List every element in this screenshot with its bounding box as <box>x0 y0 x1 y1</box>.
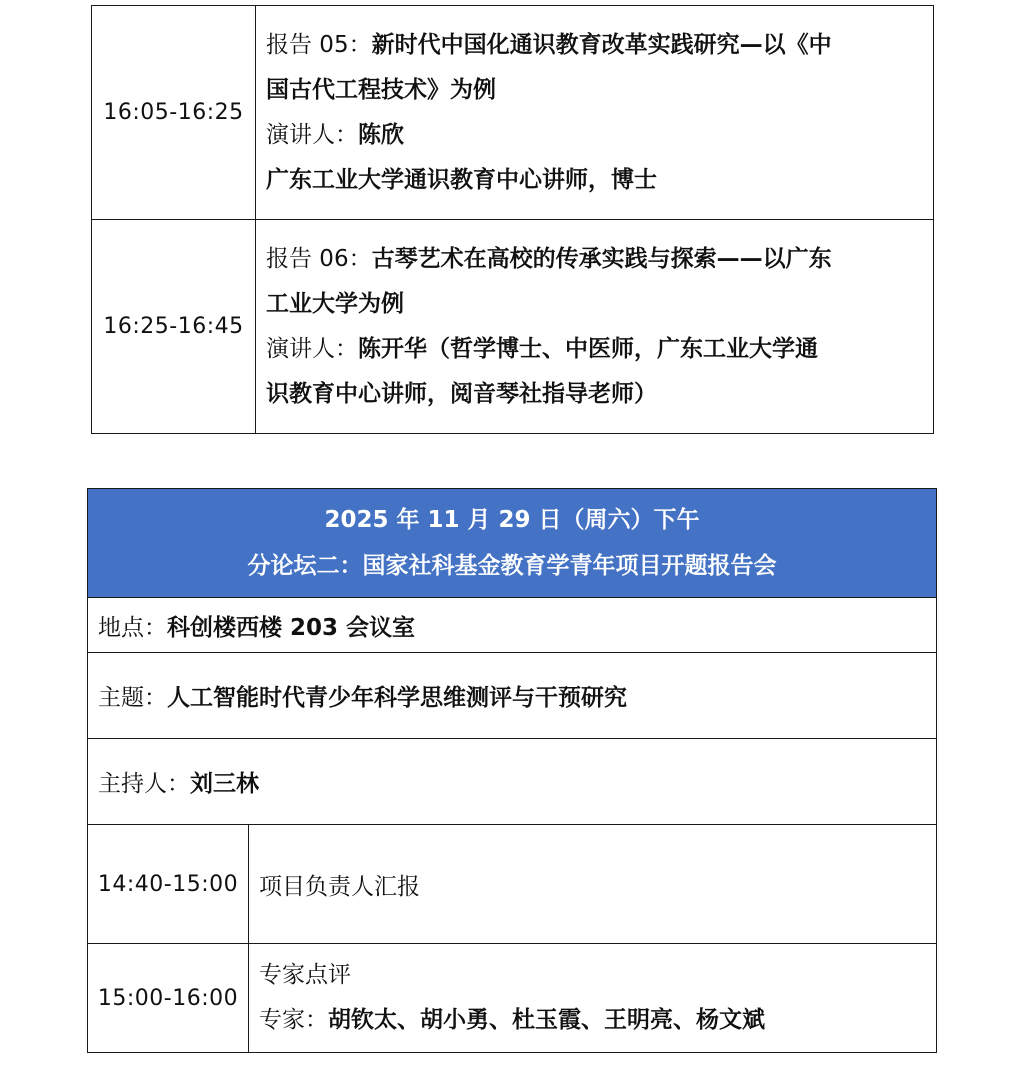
report-title-cont: 国古代工程技术》为例 <box>266 76 496 103</box>
report-title-line <box>266 23 933 68</box>
time-cell: 16:05-16:25 <box>92 6 256 220</box>
speaker-line <box>266 327 933 372</box>
theme-value: 人工智能时代青少年科学思维测评与干预研究 <box>167 685 627 711</box>
forum-header <box>88 489 937 598</box>
table-row <box>88 944 937 1053</box>
forum-title: 分论坛二：国家社科基金教育学青年项目开题报告会 <box>247 553 777 579</box>
time-cell: 15:00-16:00 <box>88 944 249 1053</box>
report-title: 古琴艺术在高校的传承实践与探索——以广东 <box>371 245 832 272</box>
speaker-label: 演讲人： <box>266 335 358 362</box>
report-title-cont: 工业大学为例 <box>266 290 404 317</box>
report-label: 报告 06： <box>266 245 372 272</box>
location-label: 地点： <box>98 614 167 641</box>
table-row <box>88 598 937 653</box>
report-title: 新时代中国化通识教育改革实践研究—以《中 <box>371 31 832 58</box>
table-row <box>88 825 937 944</box>
speaker-name: 陈欣 <box>358 121 404 148</box>
forum-header-row <box>88 489 937 598</box>
host-value: 刘三林 <box>190 771 259 797</box>
theme-cell <box>88 653 937 739</box>
speaker-label: 演讲人： <box>266 121 358 148</box>
experts-value: 胡钦太、胡小勇、杜玉霞、王明亮、杨文斌 <box>328 1007 765 1033</box>
host-cell <box>88 739 937 825</box>
report-label: 报告 05： <box>266 31 372 58</box>
report-cell <box>256 220 934 434</box>
item-cell: 项目负责人汇报 <box>249 825 937 944</box>
time-cell: 14:40-15:00 <box>88 825 249 944</box>
report-cell <box>256 6 934 220</box>
time-cell: 16:25-16:45 <box>92 220 256 434</box>
experts-label: 专家： <box>259 1007 328 1033</box>
speaker-affiliation: 广东工业大学通识教育中心讲师，博士 <box>266 166 657 193</box>
speaker-line <box>266 113 933 158</box>
host-label: 主持人： <box>98 771 190 797</box>
table-row <box>88 653 937 739</box>
experts-line <box>259 998 936 1043</box>
speaker-affiliation: 识教育中心讲师，阅音琴社指导老师） <box>266 380 657 407</box>
report-title-line <box>266 237 933 282</box>
location-value: 科创楼西楼 203 会议室 <box>167 614 416 641</box>
location-cell <box>88 598 937 653</box>
item-cell <box>249 944 937 1053</box>
table-row <box>92 220 934 434</box>
speaker-name: 陈开华（哲学博士、中医师，广东工业大学通 <box>358 335 818 362</box>
item-title: 专家点评 <box>259 962 351 988</box>
table-row <box>88 739 937 825</box>
forum-table <box>87 488 937 1053</box>
table-row <box>92 6 934 220</box>
theme-label: 主题： <box>98 685 167 711</box>
upper-schedule-table <box>91 5 934 434</box>
forum-date: 2025 年 11 月 29 日（周六）下午 <box>324 507 700 533</box>
